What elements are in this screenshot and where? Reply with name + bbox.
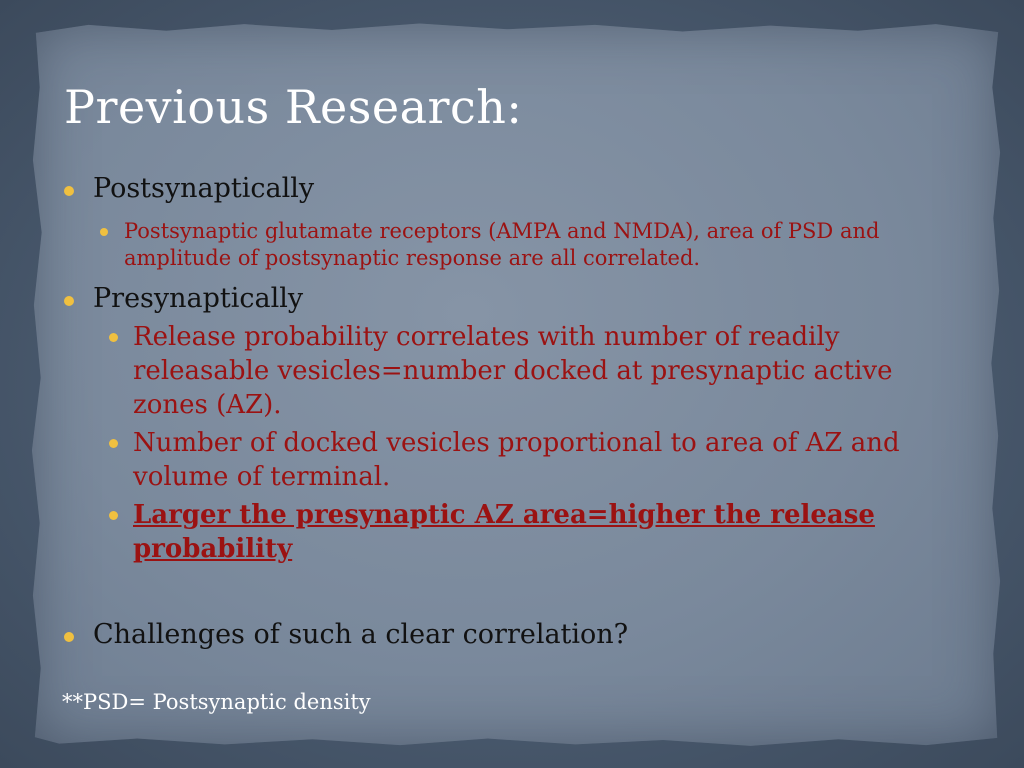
bullet-dot-icon: [109, 511, 118, 520]
bullet-dot-icon: [64, 186, 74, 196]
bullet-dot-icon: [64, 296, 74, 306]
sub-bullet-larger-az-area: [103, 498, 940, 566]
slide-title: Previous Research:: [64, 80, 523, 134]
bullet-postsynaptically: [60, 172, 940, 206]
sub-bullet-text: Release probability correlates with number of readily releasable vesicles=number docked at presynaptic active zones (AZ).: [133, 322, 893, 420]
bullet-dot-icon: [100, 228, 108, 236]
bullet-heading: Challenges of such a clear correlation?: [93, 619, 629, 650]
bullet-heading: Presynaptically: [93, 283, 304, 314]
bullet-presynaptically: [60, 282, 940, 316]
sub-bullet-text: Postsynaptic glutamate receptors (AMPA and NMDA), area of PSD and amplitude of postsynaptic response are all correlated.: [124, 219, 880, 270]
sub-bullet-postsynaptic-receptors: [94, 218, 940, 272]
bullet-heading: Postsynaptically: [93, 173, 315, 204]
bullet-challenges: [60, 618, 940, 652]
bullet-dot-icon: [64, 632, 74, 642]
slide-content: [60, 172, 940, 652]
sub-bullet-docked-vesicles: [103, 426, 940, 494]
bullet-dot-icon: [109, 333, 118, 342]
footnote: **PSD= Postsynaptic density: [62, 690, 371, 714]
bullet-dot-icon: [109, 439, 118, 448]
sub-bullet-text: Larger the presynaptic AZ area=higher the release probability: [133, 500, 875, 564]
sub-bullet-release-probability: [103, 320, 940, 422]
sub-bullet-text: Number of docked vesicles proportional to area of AZ and volume of terminal.: [133, 428, 900, 492]
